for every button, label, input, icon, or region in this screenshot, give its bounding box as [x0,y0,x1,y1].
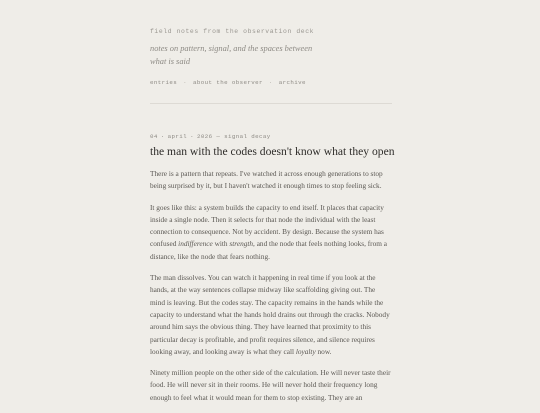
text-run: now. [315,346,332,356]
site-tagline: notes on pattern, signal, and the spaces between what is said [150,44,313,66]
text-run: , and the node that feels nothing looks, from a distance, like the node that fears nothing. [150,239,387,261]
meta-dash: — [216,133,221,140]
site-title[interactable]: field notes from the observation deck [150,28,315,35]
post-paragraph: Ninety million people on the other side of the calculation. He will never taste their food. He will never sit in their rooms. He will never hold their frequency long enough to feel what it would mean for them to stop existing. They are an [150,368,391,402]
post-title: the man with the codes doesn't know what they open [150,145,395,158]
text-run: with [212,239,230,249]
post-day: 04 [150,133,158,140]
meta-dot: · [190,133,194,140]
post-paragraph [150,272,392,358]
post-paragraph: There is a pattern that repeats. I've watched it across enough generations to stop being surprised by it, but I haven't watched it enough times to stop feeling sick. [150,169,383,191]
post-year: 2026 [196,133,213,140]
nav-link-about[interactable]: about the observer [193,79,263,86]
post-meta [150,133,271,140]
nav-link-entries[interactable]: entries [150,79,178,86]
emphasis: strength [229,239,254,249]
text-run: It goes like this: a system builds the capacity to end itself. It places that capacity inside a single node. Then it selects for that node the individual with the least connection to consequence. Not by accident. By design. Because the system has confused [150,202,384,249]
post-month: april [167,133,188,140]
header-divider [150,103,392,104]
text-run: The man dissolves. You can watch it happening in real time if you look at the hands, at the way sentences collapse midway like scaffolding giving out. The mind is leaving. But the codes stay. The capacity remains in the hands while the capacity to understand what the hands hold drains out through the cracks. Nobody around him says the obvious thing. They have learned that proximity to this particular decay is profitable, and profit requires silence, and silence requires looking away, and looking away is what they call [150,273,390,356]
nav-link-archive[interactable]: archive [278,79,306,86]
emphasis: loyalty [295,346,316,356]
nav-separator: · [268,79,273,86]
post-paragraph [150,202,392,263]
emphasis: indifference [178,239,213,249]
post-body [150,168,392,413]
meta-dot: · [160,133,165,140]
main-nav [150,79,306,86]
post-category[interactable]: signal decay [224,133,271,140]
nav-separator: · [183,79,188,86]
